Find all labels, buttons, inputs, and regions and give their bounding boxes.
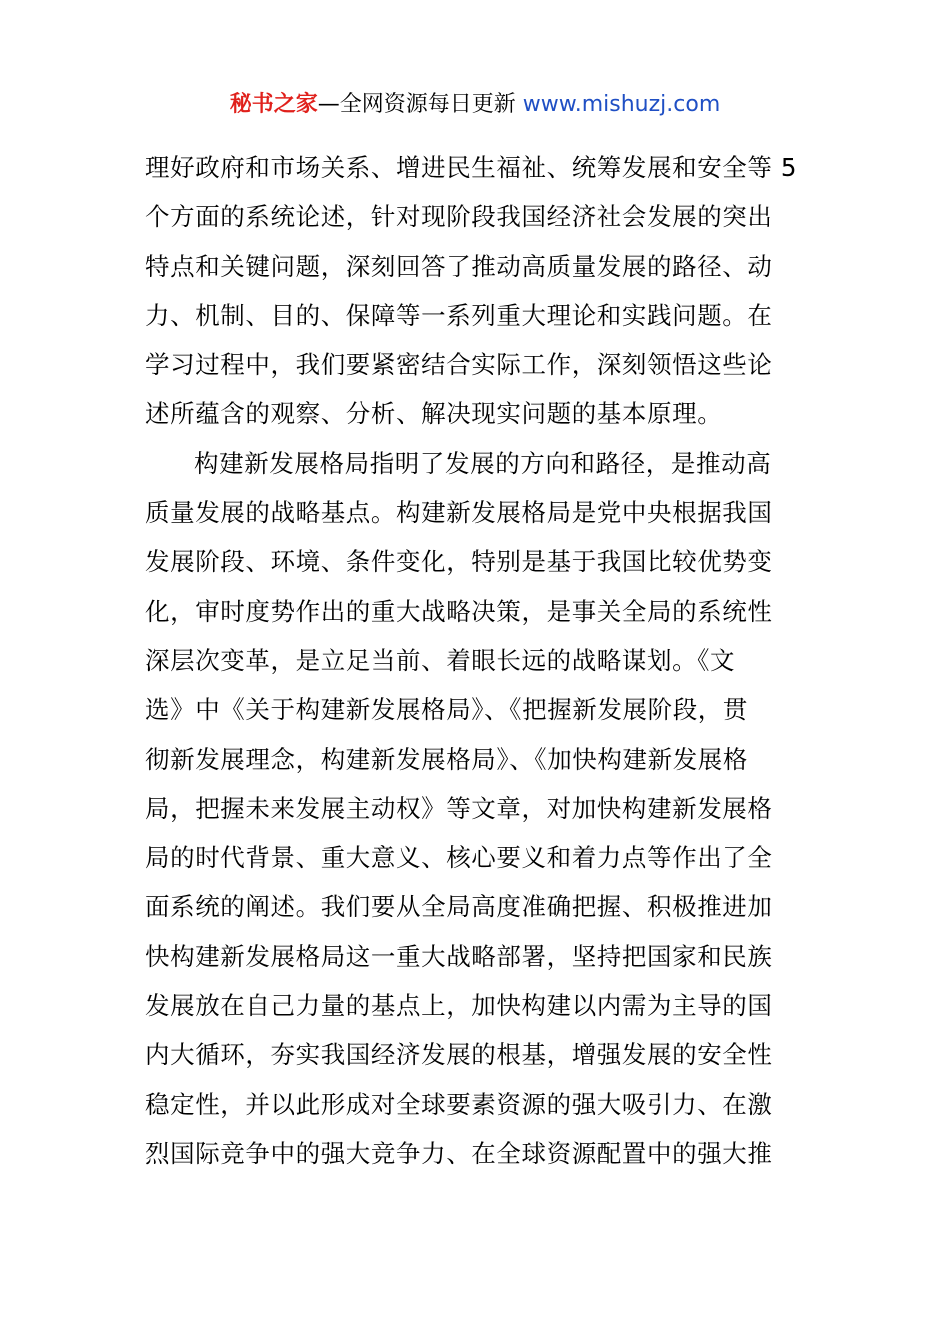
text-line: 内大循环，夯实我国经济发展的根基，增强发展的安全性	[145, 1040, 773, 1070]
paragraph-start-line: 构建新发展格局指明了发展的方向和路径，是推动高	[194, 448, 772, 478]
text-line: 快构建新发展格局这一重大战略部署，坚持把国家和民族	[145, 941, 773, 971]
text-line: 发展放在自己力量的基点上，加快构建以内需为主导的国	[145, 991, 773, 1021]
text-line: 烈国际竞争中的强大竞争力、在全球资源配置中的强大推	[145, 1138, 773, 1168]
text-line: 发展阶段、环境、条件变化，特别是基于我国比较优势变	[145, 547, 773, 577]
text-line: 稳定性，并以此形成对全球要素资源的强大吸引力、在激	[145, 1089, 773, 1119]
text-line: 彻新发展理念，构建新发展格局》、《加快构建新发展格	[145, 744, 748, 774]
text-line: 述所蕴含的观察、分析、解决现实问题的基本原理。	[145, 399, 723, 429]
document-body	[145, 143, 810, 1178]
text-line: 局，把握未来发展主动权》等文章，对加快构建新发展格	[145, 793, 773, 823]
text-line: 局的时代背景、重大意义、核心要义和着力点等作出了全	[145, 843, 773, 873]
page-header	[0, 88, 950, 122]
text-line: 学习过程中，我们要紧密结合实际工作，深刻领悟这些论	[145, 350, 773, 380]
header-tagline: —全网资源每日更新	[317, 92, 523, 117]
text-line: 选》中《关于构建新发展格局》、《把握新发展阶段，贯	[145, 695, 748, 725]
text-line: 面系统的阐述。我们要从全局高度准确把握、积极推进加	[145, 892, 773, 922]
brand-name: 秘书之家	[229, 92, 318, 117]
text-line: 特点和关键问题，深刻回答了推动高质量发展的路径、动	[145, 251, 773, 281]
text-line: 个方面的系统论述，针对现阶段我国经济社会发展的突出	[145, 202, 773, 232]
text-line: 化，审时度势作出的重大战略决策，是事关全局的系统性	[145, 596, 773, 626]
text-line: 质量发展的战略基点。构建新发展格局是党中央根据我国	[145, 498, 773, 528]
text-line: 理好政府和市场关系、增进民生福祉、统筹发展和安全等 5	[145, 153, 798, 182]
text-line: 力、机制、目的、保障等一系列重大理论和实践问题。在	[145, 300, 773, 330]
site-url-link[interactable]: www.mishuzj.com	[522, 92, 721, 117]
text-line: 深层次变革，是立足当前、着眼长远的战略谋划。《文	[145, 645, 736, 675]
